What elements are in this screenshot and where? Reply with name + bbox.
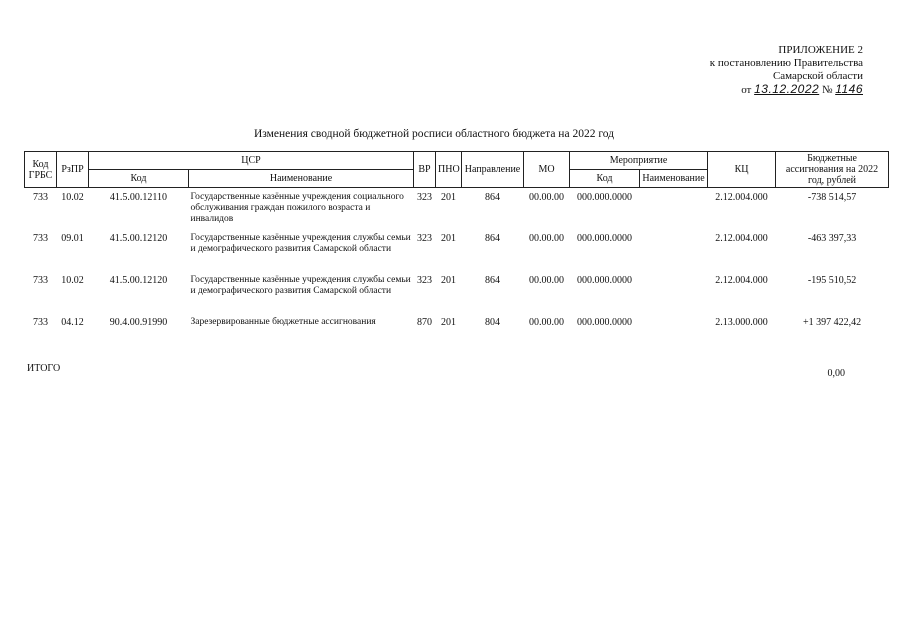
cell-pno: 201 bbox=[441, 233, 457, 244]
cell-grbs: 733 bbox=[33, 317, 48, 328]
cell-rzpr: 04.12 bbox=[61, 317, 84, 328]
cell-event-code: 000.000.0000 bbox=[577, 192, 633, 203]
cell-pno: 201 bbox=[441, 275, 457, 286]
cell-event-name bbox=[640, 271, 708, 313]
cell-csr-code: 90.4.00.91990 bbox=[109, 317, 168, 328]
cell-grbs: 733 bbox=[33, 275, 48, 286]
header-event: Мероприятие bbox=[570, 152, 708, 170]
cell-direction: 864 bbox=[485, 192, 501, 203]
cell-grbs: 733 bbox=[33, 233, 48, 244]
cell-vr: 323 bbox=[417, 275, 433, 286]
header-kc: КЦ bbox=[708, 152, 776, 188]
cell-csr-code: 41.5.00.12110 bbox=[109, 192, 168, 203]
date-prefix: от bbox=[741, 84, 752, 96]
cell-kc: 2.12.004.000 bbox=[715, 192, 768, 203]
appendix-line-2: к постановлению Правительства bbox=[709, 57, 863, 69]
header-vr: ВР bbox=[414, 152, 436, 188]
cell-event-code: 000.000.0000 bbox=[577, 275, 633, 286]
header-csr-code: Код bbox=[89, 170, 189, 188]
cell-rzpr: 10.02 bbox=[61, 192, 84, 203]
cell-kc: 2.12.004.000 bbox=[715, 275, 768, 286]
document-title: Изменения сводной бюджетной росписи областного бюджета на 2022 год bbox=[253, 128, 615, 140]
header-pno: ПНО bbox=[436, 152, 462, 188]
table-row bbox=[25, 188, 889, 230]
cell-amount: -195 510,52 bbox=[807, 275, 857, 286]
header-grbs: Код ГРБС bbox=[25, 152, 57, 188]
cell-pno: 201 bbox=[441, 317, 457, 328]
header-event-code: Код bbox=[570, 170, 640, 188]
appendix-block bbox=[710, 44, 863, 97]
appendix-title: ПРИЛОЖЕНИЕ 2 bbox=[778, 44, 863, 56]
cell-rzpr: 09.01 bbox=[61, 233, 84, 244]
number-prefix: № bbox=[821, 84, 833, 96]
appendix-line-3: Самарской области bbox=[772, 70, 863, 82]
header-amount: Бюджетные ассигнования на 2022 год, рублей bbox=[776, 152, 889, 188]
cell-rzpr: 10.02 bbox=[61, 275, 84, 286]
cell-amount: -463 397,33 bbox=[807, 233, 857, 244]
header-csr: ЦСР bbox=[89, 152, 414, 170]
header-event-name: Наименование bbox=[640, 170, 708, 188]
cell-mo: 00.00.00 bbox=[529, 317, 565, 328]
cell-csr-name: Зарезервированные бюджетные ассигнования bbox=[190, 317, 376, 327]
table-row bbox=[25, 229, 889, 271]
cell-vr: 323 bbox=[417, 233, 433, 244]
cell-amount: +1 397 422,42 bbox=[802, 317, 862, 328]
cell-vr: 323 bbox=[417, 192, 433, 203]
appendix-date-row bbox=[710, 83, 863, 97]
cell-csr-name: Государственные казённые учреждения службы семьи и демографического развития Самарской области bbox=[190, 233, 411, 254]
cell-event-name bbox=[640, 313, 708, 339]
cell-mo: 00.00.00 bbox=[529, 275, 565, 286]
header-rzpr: РзПР bbox=[57, 152, 89, 188]
cell-grbs: 733 bbox=[33, 192, 48, 203]
cell-amount: -738 514,57 bbox=[807, 192, 857, 203]
cell-csr-name: Государственные казённые учреждения службы семьи и демографического развития Самарской области bbox=[190, 275, 411, 296]
cell-event-code: 000.000.0000 bbox=[577, 317, 633, 328]
number-value: 1146 bbox=[835, 82, 863, 96]
budget-changes-table bbox=[24, 151, 889, 339]
cell-direction: 864 bbox=[485, 275, 501, 286]
total-label: ИТОГО bbox=[27, 363, 61, 374]
cell-vr: 870 bbox=[417, 317, 433, 328]
header-mo: МО bbox=[524, 152, 570, 188]
cell-mo: 00.00.00 bbox=[529, 233, 565, 244]
cell-mo: 00.00.00 bbox=[529, 192, 565, 203]
table-row bbox=[25, 313, 889, 339]
cell-event-name bbox=[640, 229, 708, 271]
header-csr-name: Наименование bbox=[189, 170, 414, 188]
cell-direction: 864 bbox=[485, 233, 501, 244]
cell-event-code: 000.000.0000 bbox=[577, 233, 633, 244]
cell-csr-name: Государственные казённые учреждения социального обслуживания граждан пожилого возраста и инвалидов bbox=[190, 192, 404, 224]
cell-direction: 804 bbox=[485, 317, 501, 328]
cell-kc: 2.13.000.000 bbox=[715, 317, 768, 328]
cell-csr-code: 41.5.00.12120 bbox=[109, 275, 168, 286]
total-value: 0,00 bbox=[827, 368, 845, 379]
date-value: 13.12.2022 bbox=[754, 82, 820, 96]
cell-kc: 2.12.004.000 bbox=[715, 233, 768, 244]
cell-csr-code: 41.5.00.12120 bbox=[109, 233, 168, 244]
header-direction: Направление bbox=[462, 152, 524, 188]
table-row bbox=[25, 271, 889, 313]
cell-event-name bbox=[640, 188, 708, 230]
cell-pno: 201 bbox=[441, 192, 457, 203]
